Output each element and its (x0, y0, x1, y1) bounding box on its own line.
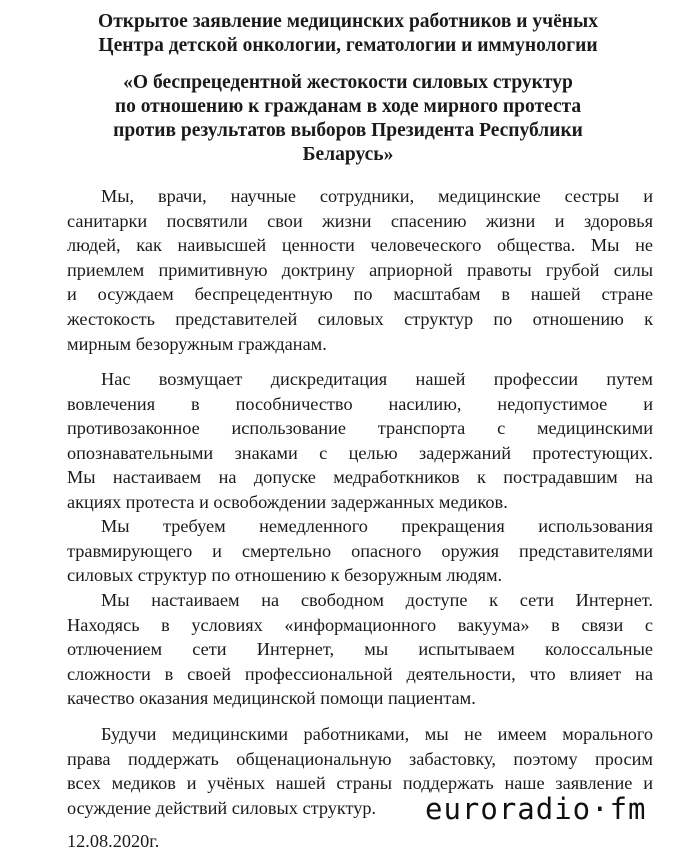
text-line: сложности в своей профессиональной деятельности, что влияет на (67, 663, 653, 684)
text-line: мирным безоружным гражданам. (67, 333, 327, 354)
paragraph-doctors-statement (67, 184, 653, 356)
text-line: права поддержать общенациональную забастовку, поэтому просим (67, 748, 653, 769)
text-line: Мы настаиваем на допуске медработкников к пострадавшим на (67, 467, 653, 488)
text-line: травмирующего и смертельно опасного оружия представителями (67, 540, 653, 561)
text-line: людей, как наивысшей ценности человеческого общества. Мы не (67, 235, 653, 256)
text-line: жестокость представителей силовых структур по отношению к (67, 308, 653, 329)
text-line: Мы, врачи, научные сотрудники, медицинские сестры и (101, 186, 653, 206)
text-line: всех медиков и учёных нашей страны поддержать наше заявление и (67, 773, 653, 794)
text-line: противозаконное использование транспорта с медицинскими (67, 418, 653, 439)
text-line: отлючением сети Интернет, мы испытываем колоссальные (67, 639, 653, 660)
euroradio-watermark: euroradio·fm (425, 795, 685, 823)
title-line: Открытое заявление медицинских работников и учёных (98, 11, 598, 32)
paragraph-internet-access (67, 588, 653, 711)
document-subtitle (60, 71, 636, 167)
text-line: вовлечения в пособничество насилию, недопустимое и (67, 393, 653, 414)
document-title (60, 10, 636, 58)
text-line: Мы требуем немедленного прекращения использования (101, 516, 653, 536)
text-line: приемлем примитивную доктрину априорной правоты грубой силы (67, 259, 653, 280)
subtitle-line: «О беспрецедентной жестокости силовых структур (123, 72, 573, 93)
text-line: опознавательными знаками с целью задержаний протестующих. (67, 442, 653, 463)
text-line: Находясь в условиях «информационного вакуума» в связи с (67, 614, 653, 635)
text-line: Нас возмущает дискредитация нашей профессии путем (101, 369, 653, 389)
subtitle-line: по отношению к гражданам в ходе мирного протеста (114, 96, 582, 117)
title-line: Центра детской онкологии, гематологии и иммунологии (98, 35, 598, 56)
paragraph-weapons-demand (67, 514, 653, 588)
paragraph-discreditation (67, 367, 653, 515)
text-line: осуждение действий силовых структур. (67, 797, 377, 818)
text-line: Будучи медицинскими работниками, мы не имеем морального (101, 724, 653, 744)
text-line: силовых структур по отношению к безоружным людям. (67, 565, 503, 586)
text-line: санитарки посвятили свои жизни спасению жизни и здоровья (67, 210, 653, 231)
text-line: и осуждаем беспрецедентную по масштабам в нашей стране (67, 284, 653, 305)
subtitle-line: против результатов выборов Президента Республики (113, 120, 583, 141)
text-line: качество оказания медицинской помощи пациентам. (67, 688, 476, 709)
document-date: 12.08.2020г. (67, 831, 160, 851)
text-line: Мы настаиваем на свободном доступе к сети Интернет. (101, 590, 653, 610)
subtitle-line: Беларусь» (302, 144, 394, 165)
text-line: акциях протеста и освобождении задержанных медиков. (67, 491, 508, 512)
